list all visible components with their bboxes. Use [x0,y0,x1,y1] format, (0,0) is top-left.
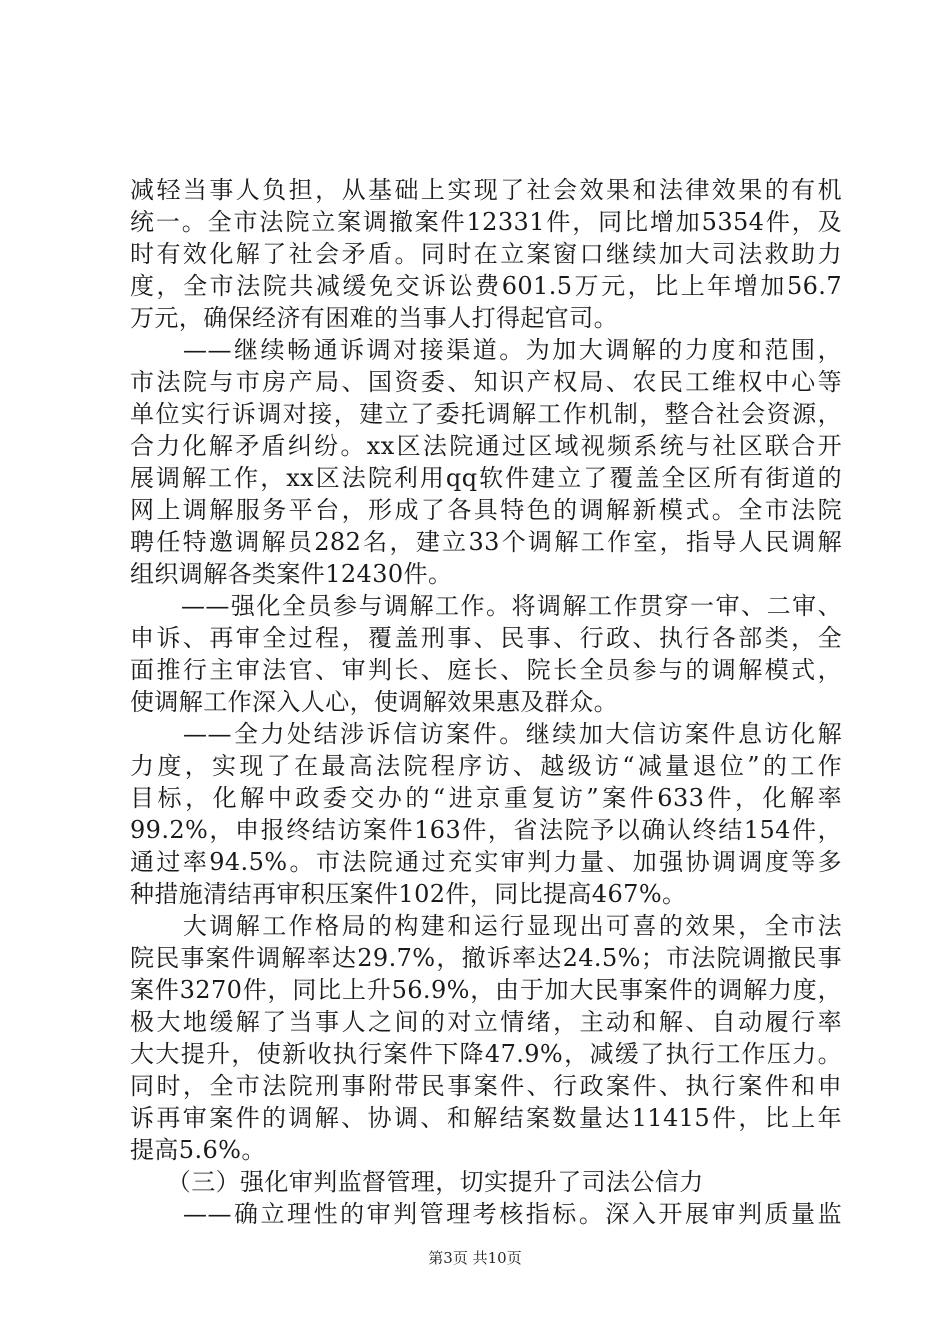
text-line: 力度，实现了在最高法院程序访、越级访“减量退位”的工作 [130,752,842,780]
body-text [130,174,842,1230]
text-line: 申诉、再审全过程，覆盖刑事、民事、行政、执行各部类，全 [130,624,842,652]
text-line: 市法院与市房产局、国资委、知识产权局、农民工维权中心等 [130,368,842,396]
text-line: 万元，确保经济有困难的当事人打得起官司。 [130,304,618,332]
page-footer: 第3页 共10页 [428,1249,522,1267]
text-line: 提高5.6%。 [130,1136,266,1164]
text-line: 案件3270件，同比上升56.9%，由于加大民事案件的调解力度， [130,976,842,1004]
text-line: 大大提升，使新收执行案件下降47.9%，减缓了执行工作压力。 [130,1040,842,1068]
text-line: 99.2%，申报终结访案件163件，省法院予以确认终结154件， [130,816,842,844]
text-line: 减轻当事人负担，从基础上实现了社会效果和法律效果的有机 [130,176,842,204]
text-line: 诉再审案件的调解、协调、和解结案数量达11415件，比上年 [130,1104,842,1132]
text-line: 种措施清结再审积压案件102件，同比提高467%。 [130,880,687,908]
text-line: ——全力处结涉诉信访案件。继续加大信访案件息访化解 [130,720,842,748]
text-line: 单位实行诉调对接，建立了委托调解工作机制，整合社会资源， [130,400,842,428]
text-line: 组织调解各类案件12430件。 [130,560,453,588]
text-line: 目标，化解中政委交办的“进京重复访”案件633件，化解率 [130,784,842,812]
text-line: 统一。全市法院立案调撤案件12331件，同比增加5354件，及 [130,208,842,236]
text-line: （三）强化审判监督管理，切实提升了司法公信力 [130,1168,704,1196]
text-line: ——继续畅通诉调对接渠道。为加大调解的力度和范围， [130,336,842,364]
text-line: 极大地缓解了当事人之间的对立情绪，主动和解、自动履行率 [130,1008,842,1036]
text-line: 聘任特邀调解员282名，建立33个调解工作室，指导人民调解 [130,528,842,556]
text-line: 网上调解服务平台，形成了各具特色的调解新模式。全市法院 [130,496,842,524]
text-line: 展调解工作，xx区法院利用qq软件建立了覆盖全区所有街道的 [130,464,842,492]
text-line: 大调解工作格局的构建和运行显现出可喜的效果，全市法 [130,912,842,940]
text-line: 时有效化解了社会矛盾。同时在立案窗口继续加大司法救助力 [130,240,842,268]
text-line: 使调解工作深入人心，使调解效果惠及群众。 [130,688,618,716]
text-line: 面推行主审法官、审判长、庭长、院长全员参与的调解模式， [130,656,842,684]
text-line: 合力化解矛盾纠纷。xx区法院通过区域视频系统与社区联合开 [130,432,842,460]
text-line: 度，全市法院共减缓免交诉讼费601.5万元，比上年增加56.7 [130,272,842,300]
text-line: 院民事案件调解率达29.7%，撤诉率达24.5%；市法院调撤民事 [130,944,842,972]
text-line: ——强化全员参与调解工作。将调解工作贯穿一审、二审、 [130,592,842,620]
text-line: 通过率94.5%。市法院通过充实审判力量、加强协调调度等多 [130,848,842,876]
text-line: 同时，全市法院刑事附带民事案件、行政案件、执行案件和申 [130,1072,842,1100]
text-line: ——确立理性的审判管理考核指标。深入开展审判质量监 [130,1200,842,1228]
